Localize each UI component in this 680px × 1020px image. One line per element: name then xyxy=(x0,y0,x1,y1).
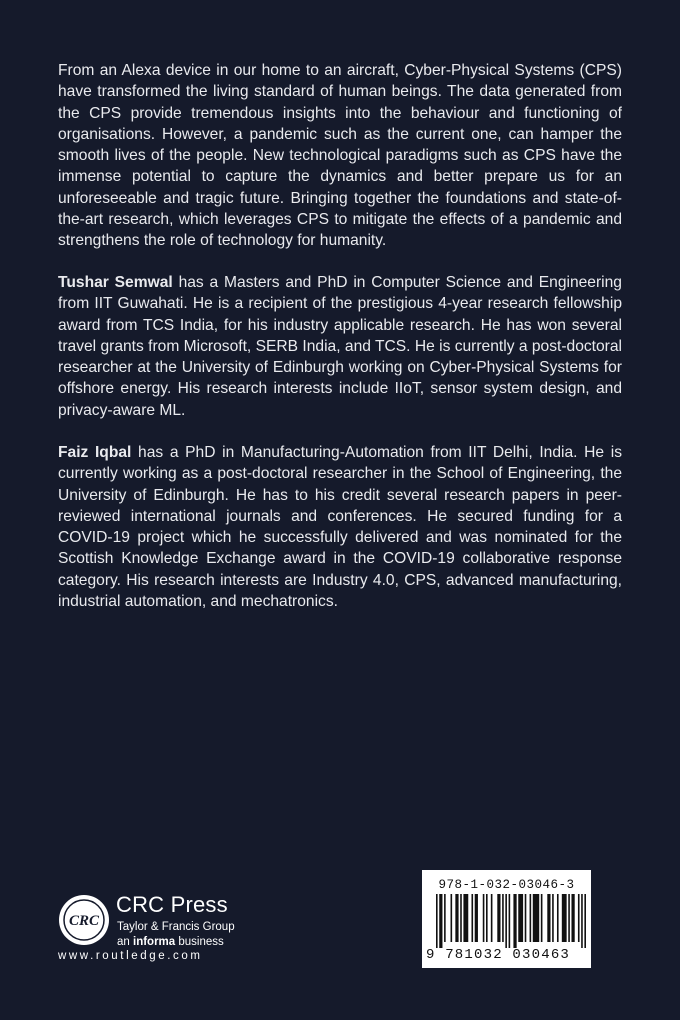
barcode-bar xyxy=(581,894,583,948)
barcode-bar xyxy=(460,894,462,942)
barcode-bar xyxy=(541,894,543,942)
author-bio-text: has a Masters and PhD in Computer Science and Engineering from IIT Guwahati. He is a recipient of the prestigious 4-year research fellowship award from TCS India, for his industry applicable research. He has won several travel grants from Microsoft, SERB India, and TCS. He is currently a post-doctoral researcher at the University of Edinburgh working on Cyber-Physical Systems for offshore energy. His research interests include IIoT, sensor system design, and privacy-aware ML. xyxy=(58,274,622,419)
barcode-bar xyxy=(530,894,532,942)
barcode-bar xyxy=(436,894,438,948)
barcode-bar xyxy=(471,894,473,942)
barcode-bar xyxy=(463,894,468,942)
barcode-bar xyxy=(562,894,567,942)
barcode-bar xyxy=(491,894,493,942)
book-blurb: From an Alexa device in our home to an aircraft, Cyber-Physical Systems (CPS) have transformed the living standard of human beings. The data generated from the CPS provide tremendous insights into the behaviour and functioning of organisations. However, a pandemic such as the current one, can hamper the smooth lives of the people. New technological paradigms such as CPS have the immense potential to capture the dynamics and better prepare us for an unforeseeable and tragic future. Bringing together the foundations and state-of-the-art research, which leverages CPS to mitigate the effects of a pandemic and strengthens the role of technology for humanity. xyxy=(58,62,622,250)
barcode-bar xyxy=(578,894,580,942)
isbn-barcode xyxy=(422,870,591,968)
publisher-url: www.routledge.com xyxy=(58,950,203,962)
publisher-name: CRC Press xyxy=(116,892,228,917)
isbn-label: 978-1-032-03046-3 xyxy=(438,878,575,892)
informa-brand: informa xyxy=(133,936,176,948)
barcode-bar xyxy=(557,894,559,942)
barcode-bar xyxy=(483,894,485,942)
barcode-bar xyxy=(571,894,574,942)
isbn-digits: 9 781032 030463 xyxy=(426,947,571,963)
publisher-business-line xyxy=(117,936,224,948)
barcode-bar xyxy=(584,894,586,948)
barcode-bar xyxy=(486,894,488,942)
barcode-bar xyxy=(513,894,516,948)
business-suffix: business xyxy=(178,936,224,948)
barcode-bar xyxy=(497,894,500,942)
barcode-bar xyxy=(568,894,570,942)
barcode-bar xyxy=(451,894,453,942)
author-bio-text: has a PhD in Manufacturing-Automation from IIT Delhi, India. He is currently working as a post-doctoral researcher in the School of Engineering, the University of Edinburgh. He has to his credit several research papers in peer-reviewed international journals and conferences. He secured funding for a COVID-19 project which he successfully delivered and was nominated for the Scottish Knowledge Exchange award in the COVID-19 collaborative response category. His research interests are Industry 4.0, CPS, advanced manufacturing, industrial automation, and mechatronics. xyxy=(58,444,622,611)
business-prefix: an xyxy=(117,936,130,948)
barcode-bar xyxy=(552,894,554,942)
author-bio-semwal xyxy=(58,272,622,421)
barcode-bar xyxy=(533,894,539,942)
barcode-bar xyxy=(439,894,442,948)
barcode-bar xyxy=(444,894,446,942)
publisher-group: Taylor & Francis Group xyxy=(117,921,235,933)
barcode-bar xyxy=(505,894,507,948)
barcode-bar xyxy=(502,894,504,942)
barcode-bar xyxy=(455,894,458,942)
author-name: Faiz Iqbal xyxy=(58,444,132,461)
barcode-bar xyxy=(547,894,550,942)
logo-text: CRC xyxy=(68,913,100,929)
barcode-bar xyxy=(518,894,523,942)
publisher-logo-block xyxy=(58,888,288,968)
crc-press-logo-icon xyxy=(58,894,110,946)
barcode-bar xyxy=(525,894,527,942)
barcode-bars-icon xyxy=(436,894,586,948)
author-bio-iqbal xyxy=(58,442,622,612)
author-name: Tushar Semwal xyxy=(58,274,173,291)
barcode-bar xyxy=(509,894,511,948)
barcode-bar xyxy=(475,894,478,942)
